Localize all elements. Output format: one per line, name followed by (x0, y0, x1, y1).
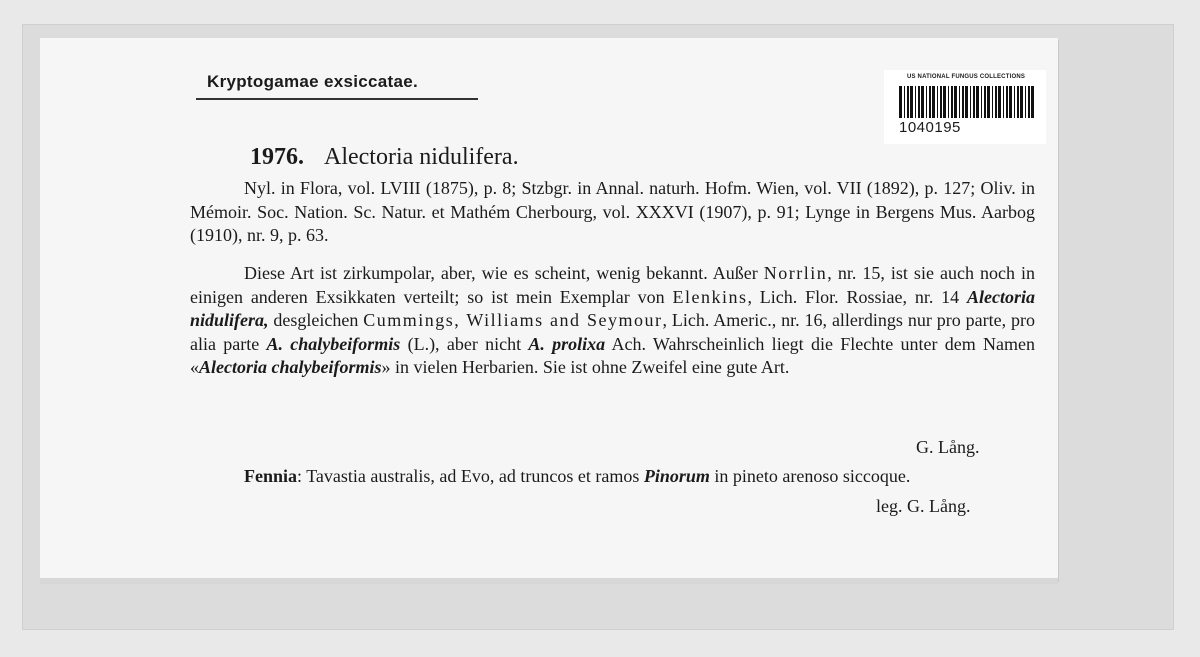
barcode-number: 1040195 (899, 119, 961, 136)
description-text: , nr. 15, ist sie auch noch in einigen anderen Exsikkaten verteilt; so ist mein Exemplar von (190, 263, 1035, 307)
label-shadow (40, 578, 1058, 584)
description-text: , Lich. Americ., nr. 16, allerdings nur pro parte, pro alia parte (190, 310, 1035, 354)
taxon-italic: A. chalybeiformis (266, 333, 401, 354)
barcode-icon (899, 86, 1035, 118)
taxon-italic: Alectoria chalybeiformis (199, 357, 382, 378)
collector-signature: leg. G. Lång. (876, 496, 971, 516)
references-text: Nyl. in Flora, vol. LVIII (1875), p. 8; Stzbgr. in Annal. naturh. Hofm. Wien, vol. VII (1892), p. 127; Oliv. in Mémoir. Soc. Nation. Sc. Natur. et Mathém Cherbourg, vol. XXXVI (1907), p. 91; Lynge in Bergens Mus. Aarbog (1910), nr. 9, p. 63. (190, 178, 1035, 246)
entry-number: 1976. (250, 144, 304, 170)
series-title-underline (196, 98, 478, 100)
description-text: , Lich. Flor. Rossiae, nr. 14 (747, 286, 967, 307)
series-title: Kryptogamae exsiccatae. (207, 72, 419, 91)
taxon-italic: Alectoria nidulifera, (190, 286, 1035, 331)
description-text: Ach. Wahrscheinlich liegt die Flechte unter dem Namen « (190, 333, 1035, 378)
locality-paragraph (190, 465, 1035, 489)
host-genus: Pinorum (643, 466, 710, 486)
description-paragraph (190, 262, 1035, 380)
barcode-caption: US NATIONAL FUNGUS COLLECTIONS (906, 74, 1026, 80)
description-text: desgleichen (268, 310, 364, 331)
entry-heading (250, 144, 519, 171)
description-text: (L.), aber nicht (400, 333, 529, 354)
description-text: Diese Art ist zirkumpolar, aber, wie es scheint, wenig bekannt. Außer (244, 263, 764, 283)
description-text: » in vielen Herbarien. Sie ist ohne Zweifel eine gute Art. (381, 357, 790, 378)
author-name: Norrlin (763, 263, 828, 283)
locality-text: in pineto arenoso siccoque. (709, 466, 911, 486)
author-name: Cummings, Williams and Seymour (363, 310, 663, 331)
references-paragraph (190, 177, 1035, 248)
taxon-italic: A. prolixa (528, 333, 606, 354)
locality-country: Fennia (244, 466, 298, 486)
locality-text: : Tavastia australis, ad Evo, ad truncos et ramos (297, 466, 644, 486)
taxon-name: Alectoria nidulifera. (324, 144, 519, 170)
author-name: Elenkins (672, 286, 748, 307)
author-signature: G. Lång. (916, 437, 980, 457)
